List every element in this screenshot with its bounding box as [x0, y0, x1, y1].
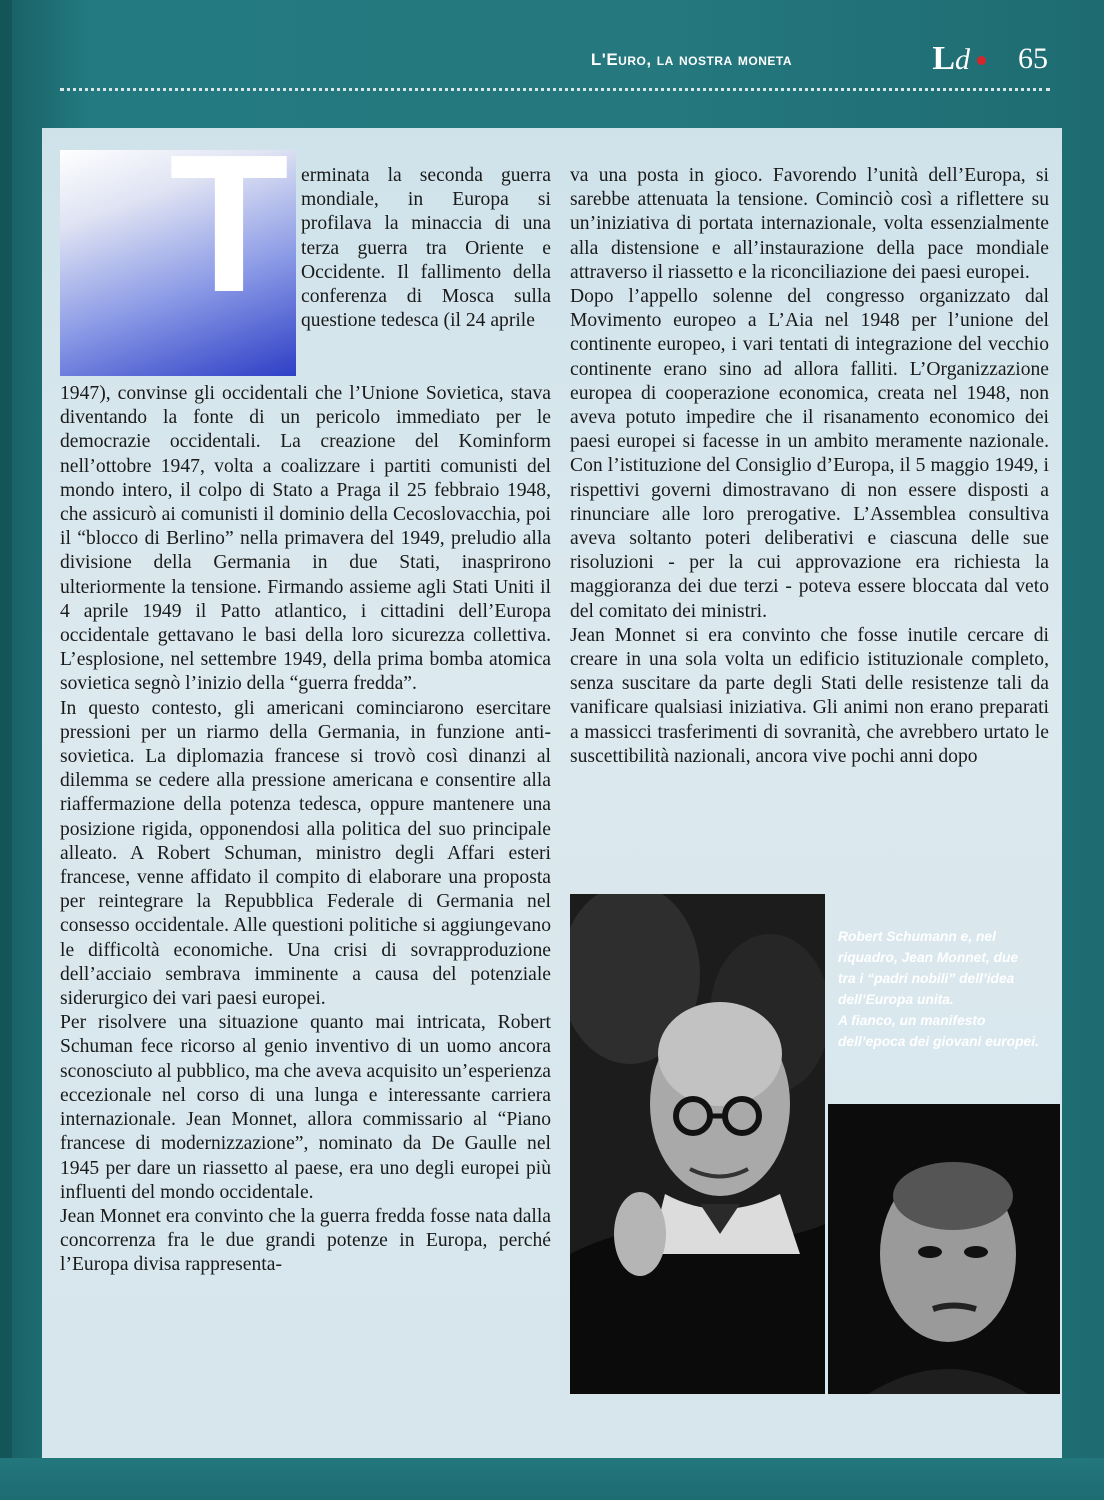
- article-column-2: [570, 164, 1049, 769]
- magazine-logo: [932, 40, 970, 78]
- lead-paragraph: erminata la seconda guerra mondiale, in Europa si profilava la minaccia di una terza guerra tra Oriente e Occidente. Il fallimento della conferenza di Mosca sulla questione tedesca (il 24 aprile: [301, 165, 551, 332]
- monnet-inset-photo: [828, 1104, 1060, 1394]
- drop-cap-letter: T: [169, 150, 289, 298]
- paragraph: In questo contesto, gli americani cominciarono esercitare pressioni per un riarmo della Germania, in funzione anti-sovietica. La diplomazia francese si trovò così dinanzi al dilemma se cedere alla pressione americana e consentire alla riaffermazione della potenza tedesca, oppure mantenere una posizione rigida, opponendosi alla politica del suo principale alleato. A Robert Schuman, ministro degli Affari esteri francese, venne affidato il compito di elaborare una proposta per reintegrare la Repubblica Federale di Germania nel consesso occidentale. Alle questioni politiche si aggiungevano le difficoltà economiche. Una crisi di sovrapproduzione dell’acciaio sembrava imminente a causa del potenziale siderurgico dei vari paesi europei.: [60, 697, 551, 1010]
- paragraph: Dopo l’appello solenne del congresso organizzato dal Movimento europeo a L’Aia nel 1948 per l’unione del continente europeo, i vari tentati di integrazione del vecchio continente erano sino ad allora falliti. L’Organizzazione europea di cooperazione economica, creata nel 1948, non aveva potuto impedire che il risanamento economico dei paesi europei si facesse in un ambito meramente nazionale. Con l’istituzione del Consiglio d’Europa, il 5 maggio 1949, i rispettivi governi dimostravano di non essere disposti a rinunciare alle loro prerogative. L’Assemblea consultiva aveva soltanto poteri deliberativi e ciascuna delle sue risoluzioni - per la cui approvazione era richiesta la maggioranza dei due terzi - poteva essere bloccata dal veto del comitato dei ministri.: [570, 286, 1049, 622]
- photo-caption: [838, 926, 1052, 1052]
- paragraph: Jean Monnet si era convinto che fosse inutile cercare di creare in una sola volta un edificio istituzionale completo, senza suscitare da parte degli Stati delle resistenze tali da vanificare qualsiasi iniziativa. Gli animi non erano preparati a massicci trasferimenti di sovranità, che avrebbero urtato le suscettibilità nazionali, ancora vive pochi anni dopo: [570, 624, 1049, 767]
- lead-text: [301, 164, 551, 333]
- page-edge: [0, 0, 12, 1500]
- caption-line: tra i “padri nobili” dell’idea: [838, 971, 1015, 986]
- caption-line: A fianco, un manifesto: [838, 1013, 986, 1028]
- portrait-illustration: [828, 1104, 1060, 1394]
- caption-line: dell’epoca dei giovani europei.: [838, 1034, 1039, 1049]
- red-bullet-icon: [977, 56, 986, 65]
- paragraph: 1947), convinse gli occidentali che l’Unione Sovietica, stava diventando la fonte di un pericolo immediato per le democrazie occidentali. La creazione del Kominform nell’ottobre 1947, volta a coalizzare i partiti comunisti del mondo intero, il colpo di Stato a Praga il 25 febbraio 1948, che assicurò ai comunisti il dominio della Cecoslovacchia, poi il “blocco di Berlino” nella primavera del 1949, preludio alla divisione della Germania in due Stati, inasprirono ulteriormente la tensione. Firmando assieme agli Stati Uniti il 4 aprile 1949 il Patto atlantico, i cittadini dell’Europa occidentale gettavano le basi della loro sicurezza collettiva. L’esplosione, nel settembre 1949, della prima bomba atomica sovietica segnò l’inizio della “guerra fredda”.: [60, 383, 551, 695]
- caption-line: riquadro, Jean Monnet, due: [838, 950, 1019, 965]
- caption-line: dell’Europa unita.: [838, 992, 954, 1007]
- logo-letter-l: L: [932, 40, 955, 77]
- section-title: L'Euro, la nostra moneta: [590, 50, 792, 69]
- dotted-divider: [60, 88, 1050, 91]
- article-column-1: [60, 382, 551, 1278]
- page-bottom: [0, 1458, 1104, 1500]
- page-header: [60, 30, 1050, 100]
- paragraph: Jean Monnet era convinto che la guerra fredda fosse nata dalla concorrenza fra le due grandi potenze in Europa, perché l’Europa divisa rappresenta-: [60, 1205, 551, 1276]
- paragraph: va una posta in gioco. Favorendo l’unità dell’Europa, si sarebbe attenuata la tensione. Cominciò così a riflettere su un’iniziativa di portata internazionale, volta essenzialmente alla distensione e all’instaurazione della pace mondiale attraverso il riassetto e la riconciliazione dei paesi europei.: [570, 165, 1049, 283]
- caption-line: Robert Schumann e, nel: [838, 929, 996, 944]
- portrait-illustration: [570, 894, 825, 1394]
- page-number: 65: [1018, 42, 1048, 75]
- schuman-photo: [570, 894, 825, 1394]
- logo-letter-d: d: [955, 43, 970, 76]
- paragraph: Per risolvere una situazione quanto mai intricata, Robert Schuman fece ricorso al genio inventivo di un uomo ancora sconosciuto al pubblico, ma che aveva acquisito un’esperienza eccezionale nel corso di una lunga e interessante carriera internazionale. Jean Monnet, allora commissario al “Piano francese di modernizzazione”, nominato da De Gaulle nel 1945 per dare un riassetto al paese, era uno degli europei più influenti del mondo occidentale.: [60, 1012, 551, 1203]
